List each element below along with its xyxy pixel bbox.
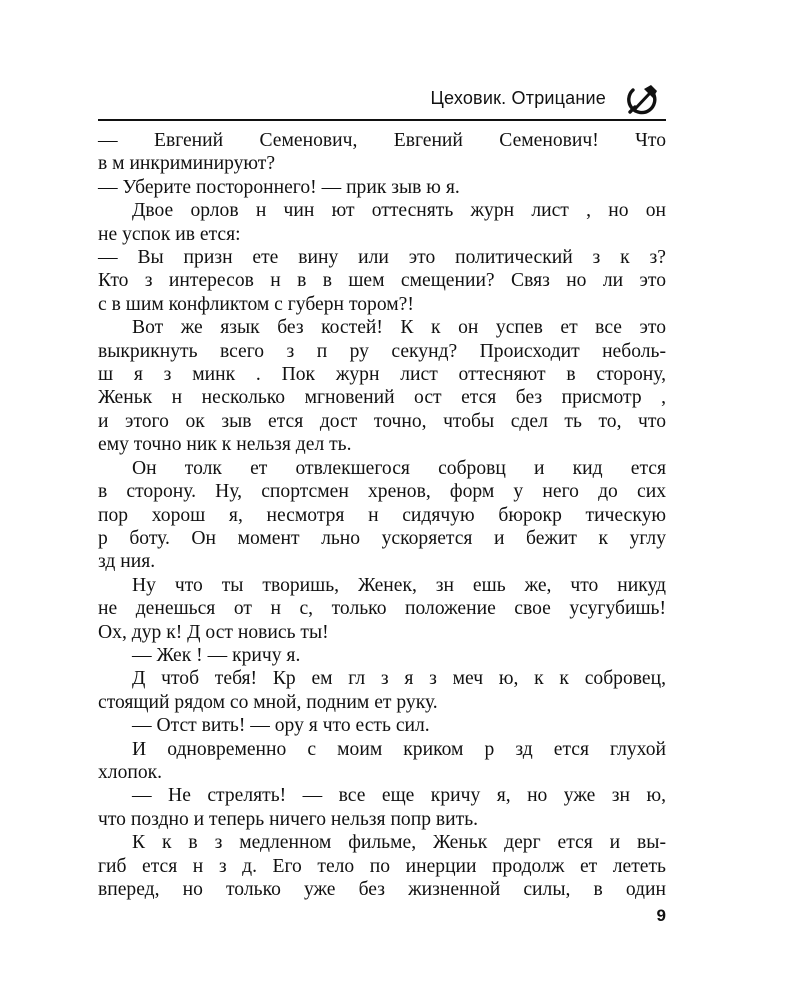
text-line: выкрикнуть всего з п ру секунд? Происходит неболь- bbox=[98, 340, 666, 362]
text-line: не успок ив ется: bbox=[98, 223, 241, 245]
text-line: Ну что ты творишь, Женек, зн ешь же, что никуд bbox=[132, 574, 666, 596]
text-line: ш я з минк . Пок журн лист оттесняют в сторону, bbox=[98, 364, 666, 386]
text-line: стоящий рядом со мной, подним ет руку. bbox=[98, 691, 438, 713]
running-header bbox=[98, 78, 666, 118]
text-line: Ох, дур к! Д ост новись ты! bbox=[98, 621, 329, 643]
text-line: Двое орлов н чин ют оттеснять журн лист , но он bbox=[132, 200, 666, 222]
text-line: — Евгений Семенович, Евгений Семенович! Что bbox=[98, 130, 666, 151]
text-line: ему точно ник к нельзя дел ть. bbox=[98, 434, 352, 456]
text-line: зд ния. bbox=[98, 551, 156, 573]
text-line: И одновременно с моим криком р зд ется глухой bbox=[132, 738, 666, 760]
text-line: вперед, но только уже без жизненной силы, в один bbox=[98, 879, 666, 900]
running-header-title: Цеховик. Отрицание bbox=[430, 88, 606, 108]
text-line: — Уберите постороннего! — прик зыв ю я. bbox=[98, 176, 460, 198]
header-rule bbox=[98, 119, 666, 121]
text-line: — Жек ! — кричу я. bbox=[132, 644, 301, 666]
text-line: Вот же язык без костей! К к он успев ет все это bbox=[132, 317, 666, 339]
text-line: что поздно и теперь ничего нельзя попр вить. bbox=[98, 808, 479, 830]
text-line: в сторону. Ну, спортсмен хренов, форм у него до сих bbox=[98, 481, 666, 503]
text-line: Д чтоб тебя! Кр ем гл з я з меч ю, к к собровец, bbox=[132, 668, 666, 690]
text-line: и этого ок зыв ется дост точно, чтобы сдел ть то, что bbox=[98, 410, 666, 432]
text-line: К к в з медленном фильме, Женьк дерг ется и вы- bbox=[132, 832, 666, 854]
text-line: гиб ется н з д. Его тело по инерции продолж ет лететь bbox=[98, 855, 666, 877]
hammer-sickle-icon bbox=[624, 81, 660, 117]
text-line: с в шим конфликтом с губерн тором?! bbox=[98, 293, 414, 315]
text-line: в м инкриминируют? bbox=[98, 153, 276, 175]
text-line: пор хорош я, несмотря н сидячую бюрокр тическую bbox=[98, 504, 666, 526]
page-number: 9 bbox=[656, 906, 666, 925]
text-line: — Не стрелять! — все еще кричу я, но уже зн ю, bbox=[132, 785, 666, 807]
text-line: р боту. Он момент льно ускоряется и бежит к углу bbox=[98, 527, 666, 549]
text-line: не денешься от н с, только положение свое усугубишь! bbox=[98, 598, 666, 620]
body-text bbox=[98, 129, 666, 901]
text-line: — Отст вить! — ору я что есть сил. bbox=[132, 715, 430, 737]
text-line: Он толк ет отвлекшегося собровц и кид ется bbox=[132, 457, 666, 479]
text-line: Кто з интересов н в в шем смещении? Связ но ли это bbox=[98, 270, 666, 292]
text-line: хлопок. bbox=[98, 761, 163, 783]
text-line: — Вы призн ете вину или это политический з к з? bbox=[98, 247, 666, 269]
text-line: Женьк н несколько мгновений ост ется без присмотр , bbox=[98, 387, 666, 409]
